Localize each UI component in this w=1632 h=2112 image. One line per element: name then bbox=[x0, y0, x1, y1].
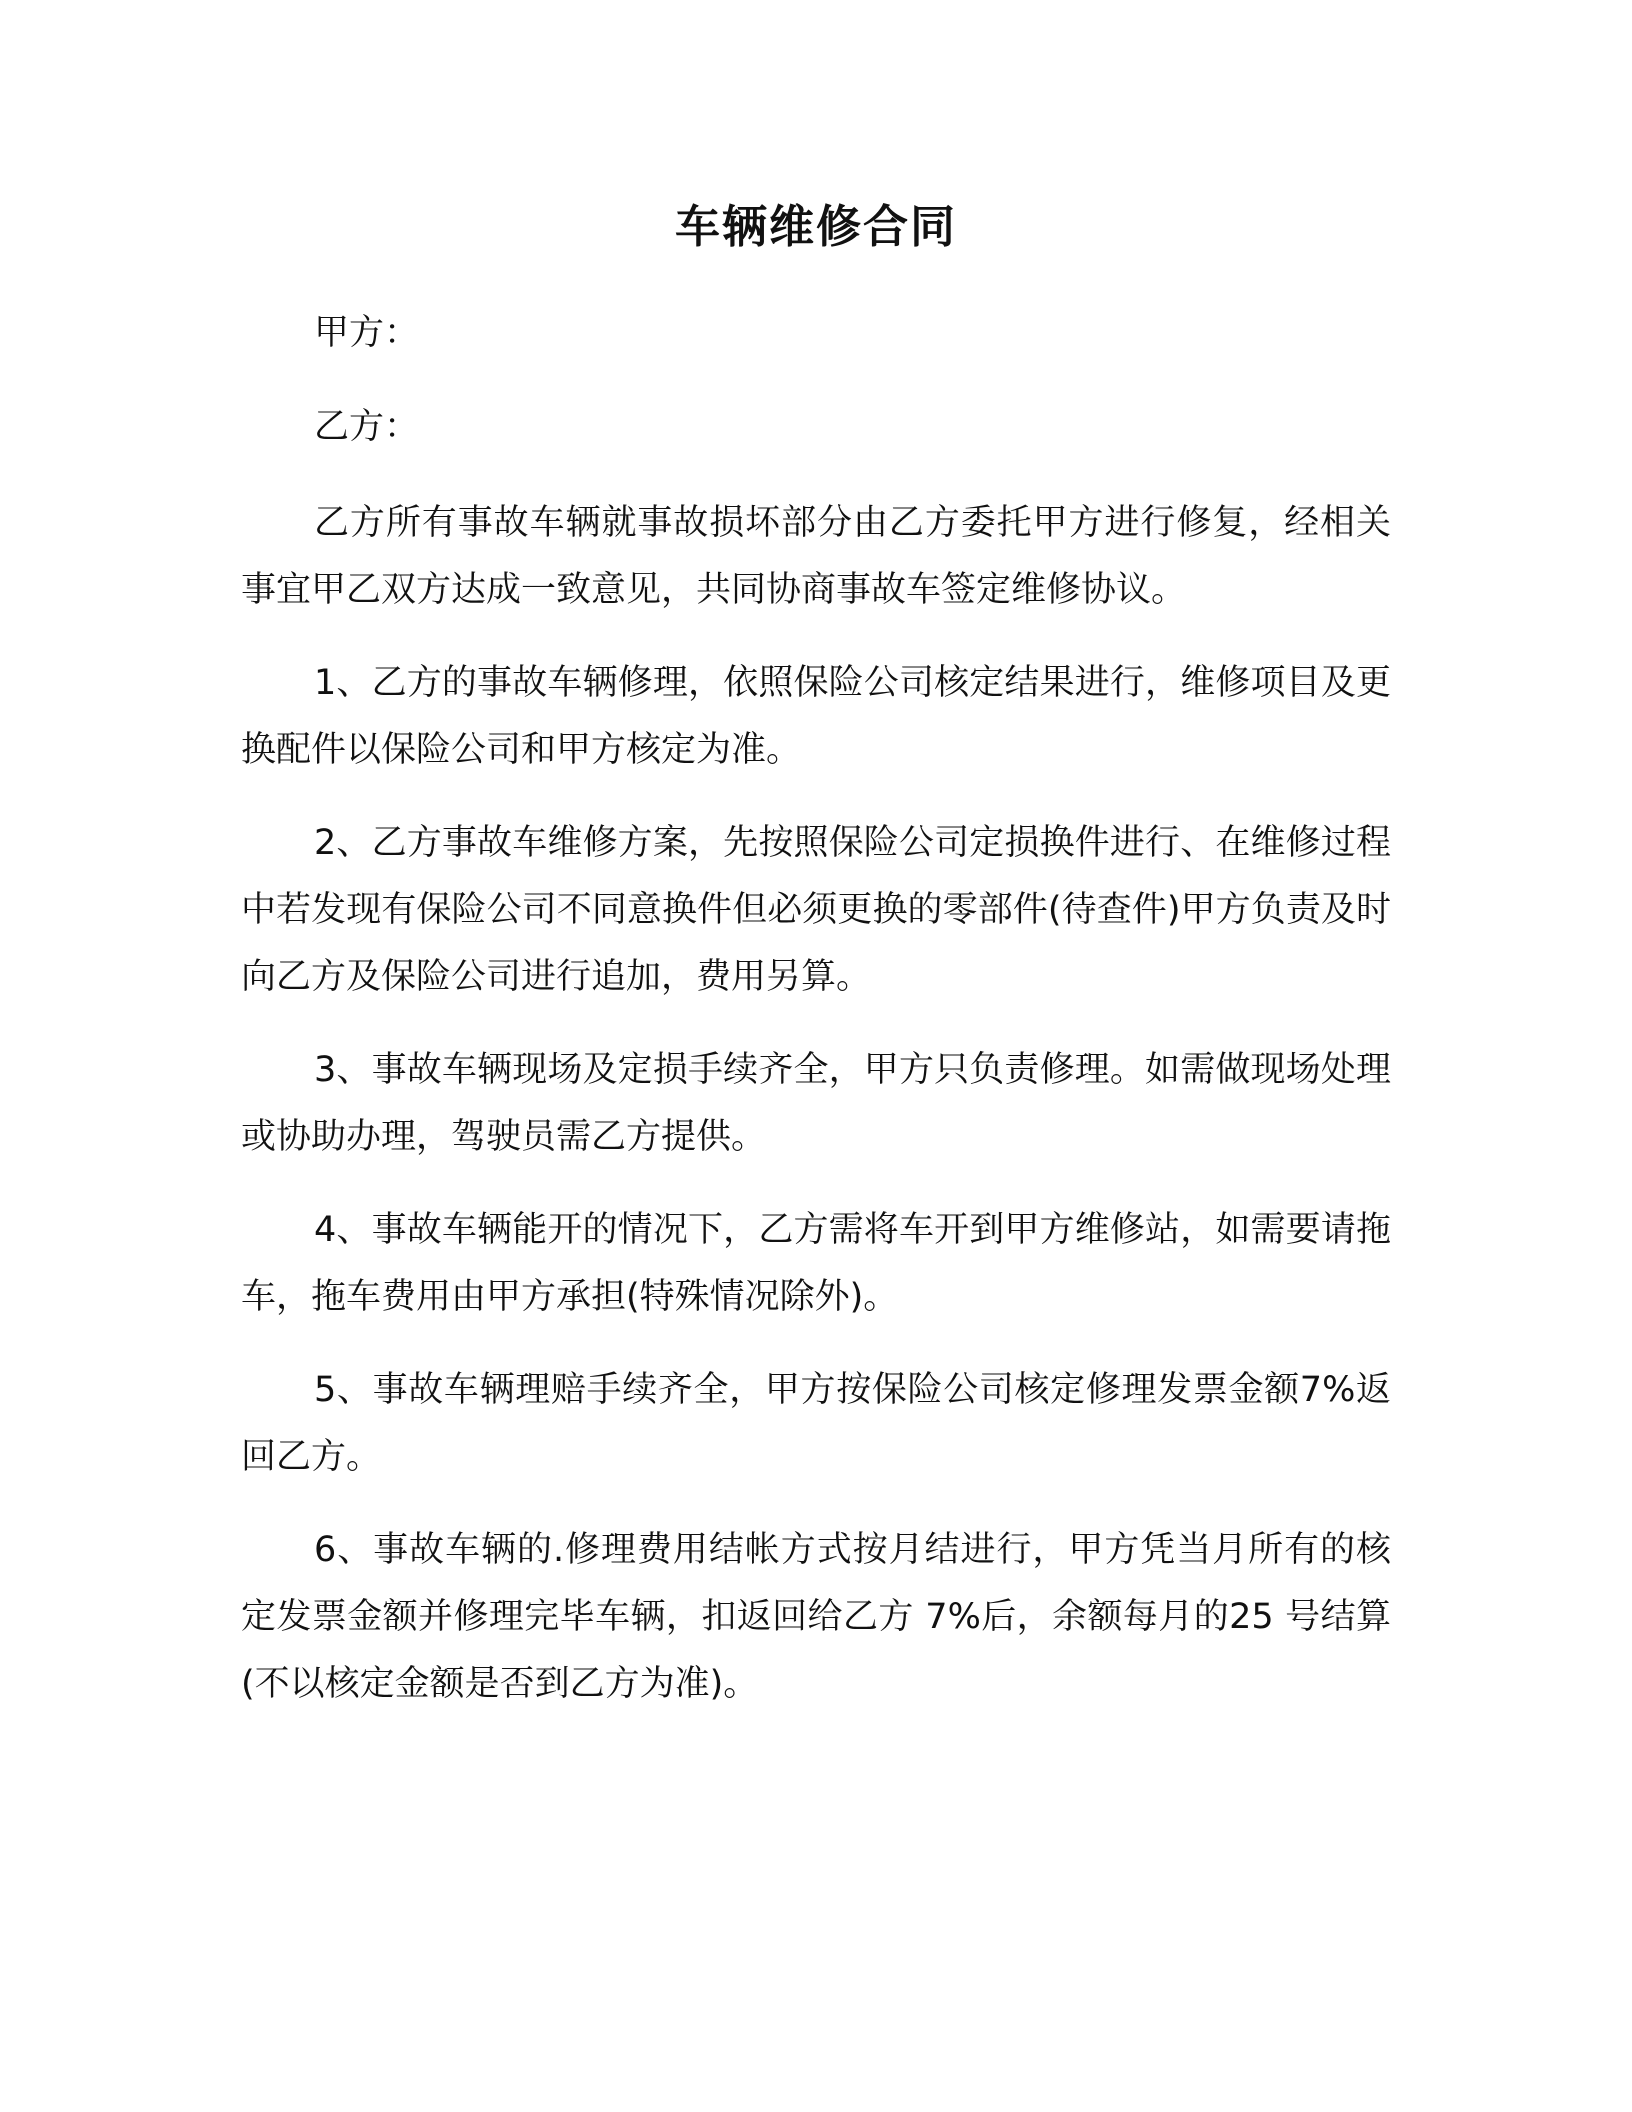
intro-paragraph: 乙方所有事故车辆就事故损坏部分由乙方委托甲方进行修复，经相关事宜甲乙双方达成一致意见，共同协商事故车签定维修协议。 bbox=[241, 503, 1391, 610]
clause-5: 5、事故车辆理赔手续齐全，甲方按保险公司核定修理发票金额7%返回乙方。 bbox=[241, 1370, 1391, 1477]
document-title: 车辆维修合同 bbox=[674, 200, 957, 253]
party-b-line: 乙方： bbox=[314, 407, 420, 447]
clause-1: 1、乙方的事故车辆修理，依照保险公司核定结果进行，维修项目及更换配件以保险公司和甲方核定为准。 bbox=[241, 663, 1391, 770]
party-a-line: 甲方： bbox=[314, 313, 420, 353]
clause-4: 4、事故车辆能开的情况下，乙方需将车开到甲方维修站，如需要请拖车，拖车费用由甲方承担(特殊情况除外)。 bbox=[241, 1210, 1391, 1317]
clause-2: 2、乙方事故车维修方案，先按照保险公司定损换件进行、在维修过程中若发现有保险公司不同意换件但必须更换的零部件(待查件)甲方负责及时向乙方及保险公司进行追加，费用另算。 bbox=[241, 823, 1391, 997]
clause-3: 3、事故车辆现场及定损手续齐全，甲方只负责修理。如需做现场处理或协助办理，驾驶员需乙方提供。 bbox=[241, 1050, 1391, 1157]
clause-6: 6、事故车辆的.修理费用结帐方式按月结进行，甲方凭当月所有的核定发票金额并修理完毕车辆，扣返回给乙方 7%后，余额每月的25 号结算(不以核定金额是否到乙方为准)。 bbox=[241, 1530, 1391, 1704]
